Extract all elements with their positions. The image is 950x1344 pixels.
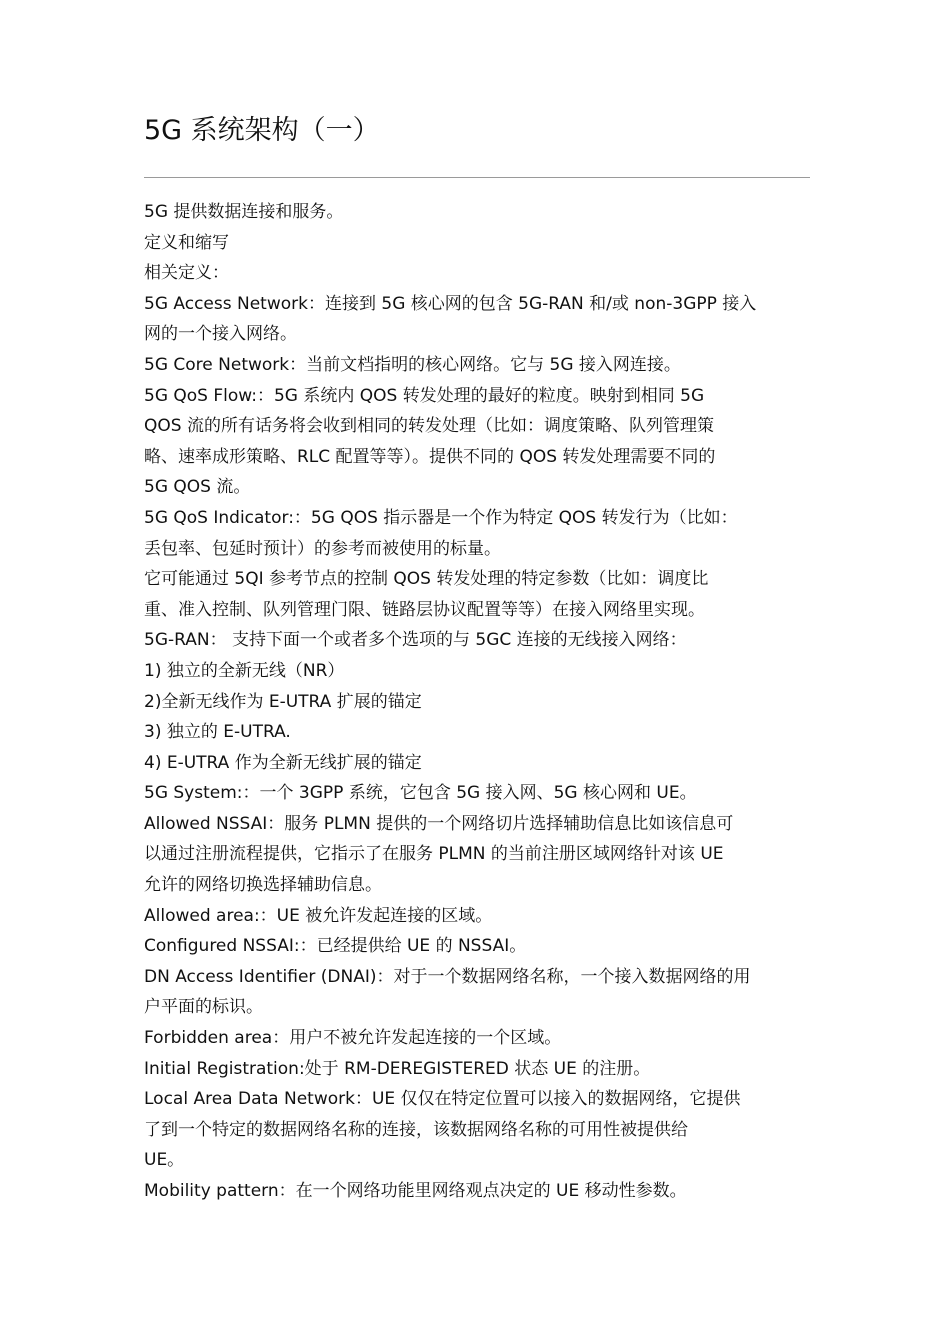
text-line: 丢包率、包延时预计）的参考而被使用的标量。 xyxy=(144,538,501,559)
text-line: 5G QOS 流。 xyxy=(144,477,251,498)
document-body xyxy=(144,197,810,1207)
text-line: Initial Registration:处于 RM-DEREGISTERED 状态 UE 的注册。 xyxy=(144,1058,651,1079)
text-line: 以通过注册流程提供，它指示了在服务 PLMN 的当前注册区域网络针对该 UE xyxy=(144,844,724,865)
text-line: 5G-RAN： 支持下面一个或者多个选项的与 5GC 连接的无线接入网络： xyxy=(144,630,687,651)
text-line: Local Area Data Network：UE 仅仅在特定位置可以接入的数据网络，它提供 xyxy=(144,1089,741,1110)
text-line: 5G Access Network：连接到 5G 核心网的包含 5G-RAN 和/或 non-3GPP 接入 xyxy=(144,293,757,314)
text-line: 略、速率成形策略、RLC 配置等等）。提供不同的 QOS 转发处理需要不同的 xyxy=(144,446,716,467)
text-line: Forbidden area：用户不被允许发起连接的一个区域。 xyxy=(144,1028,562,1049)
text-line: 2)全新无线作为 E-UTRA 扩展的锚定 xyxy=(144,691,422,712)
text-line: QOS 流的所有话务将会收到相同的转发处理（比如：调度策略、队列管理策 xyxy=(144,416,714,437)
title-divider xyxy=(144,177,810,178)
page-title: 5G 系统架构（一） xyxy=(144,115,380,146)
text-line: Mobility pattern：在一个网络功能里网络观点决定的 UE 移动性参数。 xyxy=(144,1181,687,1201)
text-line: Allowed area:：UE 被允许发起连接的区域。 xyxy=(144,905,493,926)
text-line: 5G System:：一个 3GPP 系统，它包含 5G 接入网、5G 核心网和 UE。 xyxy=(144,783,697,804)
text-line: DN Access Identifier (DNAI)：对于一个数据网络名称，一个接入数据网络的用 xyxy=(144,966,751,987)
text-line: 定义和缩写 xyxy=(144,232,229,253)
text-line: 重、准入控制、队列管理门限、链路层协议配置等等）在接入网络里实现。 xyxy=(144,599,705,620)
text-line: Allowed NSSAI：服务 PLMN 提供的一个网络切片选择辅助信息比如该信息可 xyxy=(144,813,734,834)
text-line: 5G 提供数据连接和服务。 xyxy=(144,202,344,222)
text-line: 4) E-UTRA 作为全新无线扩展的锚定 xyxy=(144,752,422,773)
text-line: 3) 独立的 E-UTRA. xyxy=(144,722,291,743)
text-line: 户平面的标识。 xyxy=(144,997,263,1018)
text-line: 它可能通过 5QI 参考节点的控制 QOS 转发处理的特定参数（比如：调度比 xyxy=(144,569,709,590)
text-line: 5G QoS Flow:：5G 系统内 QOS 转发处理的最好的粒度。映射到相同 5G xyxy=(144,385,705,406)
text-line: UE。 xyxy=(144,1150,185,1171)
text-line: Configured NSSAI:：已经提供给 UE 的 NSSAI。 xyxy=(144,936,527,957)
text-line: 1) 独立的全新无线（NR） xyxy=(144,660,345,681)
text-line: 5G QoS Indicator:：5G QOS 指示器是一个作为特定 QOS 转发行为（比如： xyxy=(144,507,738,528)
text-line: 网的一个接入网络。 xyxy=(144,324,297,345)
text-line: 了到一个特定的数据网络名称的连接，该数据网络名称的可用性被提供给 xyxy=(144,1119,688,1140)
text-line: 5G Core Network：当前文档指明的核心网络。它与 5G 接入网连接。 xyxy=(144,354,681,375)
text-line: 相关定义： xyxy=(144,263,229,284)
text-line: 允许的网络切换选择辅助信息。 xyxy=(144,875,382,896)
